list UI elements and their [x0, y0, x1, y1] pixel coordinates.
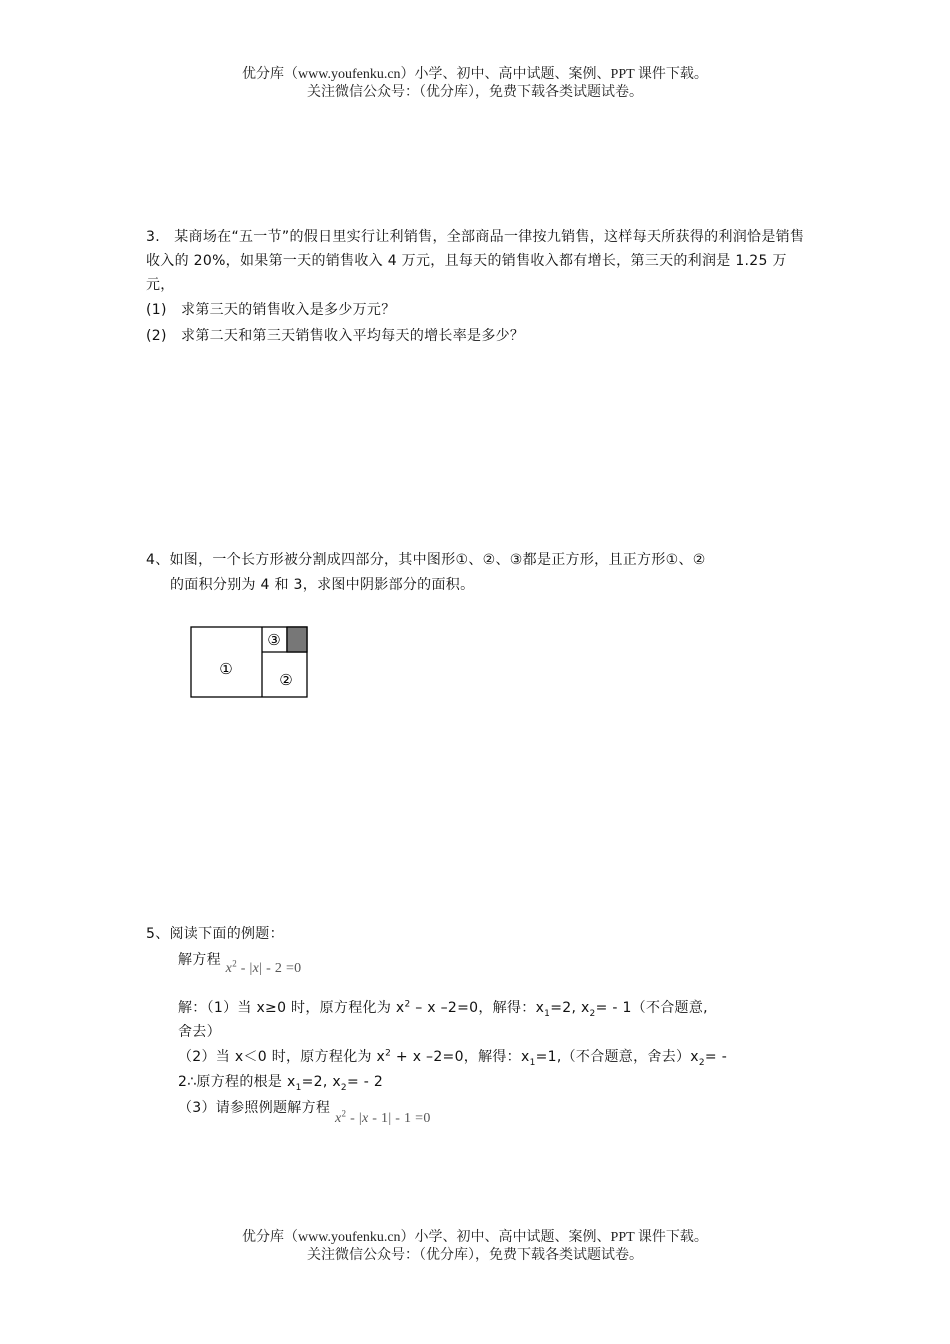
question-5-intro: [178, 948, 302, 976]
question-4-stem-line-2: 的面积分别为 4 和 3，求图中阴影部分的面积。: [170, 577, 475, 593]
solution-case-2: （2）当 x＜0 时，原方程化为 $x^2 + x$ –2=0，解得：$x_1=1$,（不合题意，舍去）$x_2=$ -: [178, 1048, 728, 1068]
rectangle-figure: [190, 626, 312, 702]
question-5-title: 5、阅读下面的例题：: [146, 926, 284, 942]
shaded-region: [287, 627, 307, 652]
solution-case-1-line-2: 舍去）: [178, 1024, 221, 1040]
header-line-2: 关注微信公众号：（优分库），免费下载各类试题试卷。: [307, 85, 643, 100]
square-3-label: ③: [267, 631, 281, 649]
square-2-label: ②: [279, 671, 293, 689]
question-5-part-3: （3）请参照例题解方程 $x^2 - |x - 1| - 1 =0$: [178, 1100, 431, 1126]
footer-line-2: 关注微信公众号：（优分库），免费下载各类试题试卷。: [307, 1248, 643, 1263]
header-line-1: 优分库（www.youfenku.cn）小学、初中、高中试题、案例、PPT 课件下载。: [242, 67, 708, 82]
question-4-stem-line-1: 4、如图，一个长方形被分割成四部分，其中图形①、②、③都是正方形，且正方形①、②: [146, 552, 706, 568]
question-3-part-1: (1) 求第三天的销售收入是多少万元？: [146, 302, 396, 318]
intro-text: 解方程: [178, 952, 221, 968]
page-header: [0, 66, 950, 102]
example-equation: $x^2 - |x| - 2 =0$: [225, 958, 302, 976]
page-footer: [0, 1229, 950, 1265]
square-1-label: ①: [219, 660, 233, 678]
question-3-stem: 3. 某商场在“五一节”的假日里实行让利销售，全部商品一律按九销售，这样每天所获得的利润恰是销售收入的 20%，如果第一天的销售收入 4 万元，且每天的销售收入都有增长，第三天的利润是 1.25 万元，: [146, 229, 805, 293]
solution-roots: 2∴原方程的根是 $x_1=2$, $x_2= - 2$: [178, 1074, 384, 1093]
solution-case-1: 解：（1）当 x≥0 时，原方程化为 $x^2$ – x –2=0，解得：$x_1=2$, $x_2= - 1$（不合题意,: [178, 999, 708, 1019]
question-3-part-2: (2) 求第二天和第三天销售收入平均每天的增长率是多少？: [146, 328, 525, 344]
footer-line-1: 优分库（www.youfenku.cn）小学、初中、高中试题、案例、PPT 课件下载。: [242, 1230, 708, 1245]
exercise-equation: $x^2 - |x - 1| - 1 =0$: [334, 1108, 431, 1126]
